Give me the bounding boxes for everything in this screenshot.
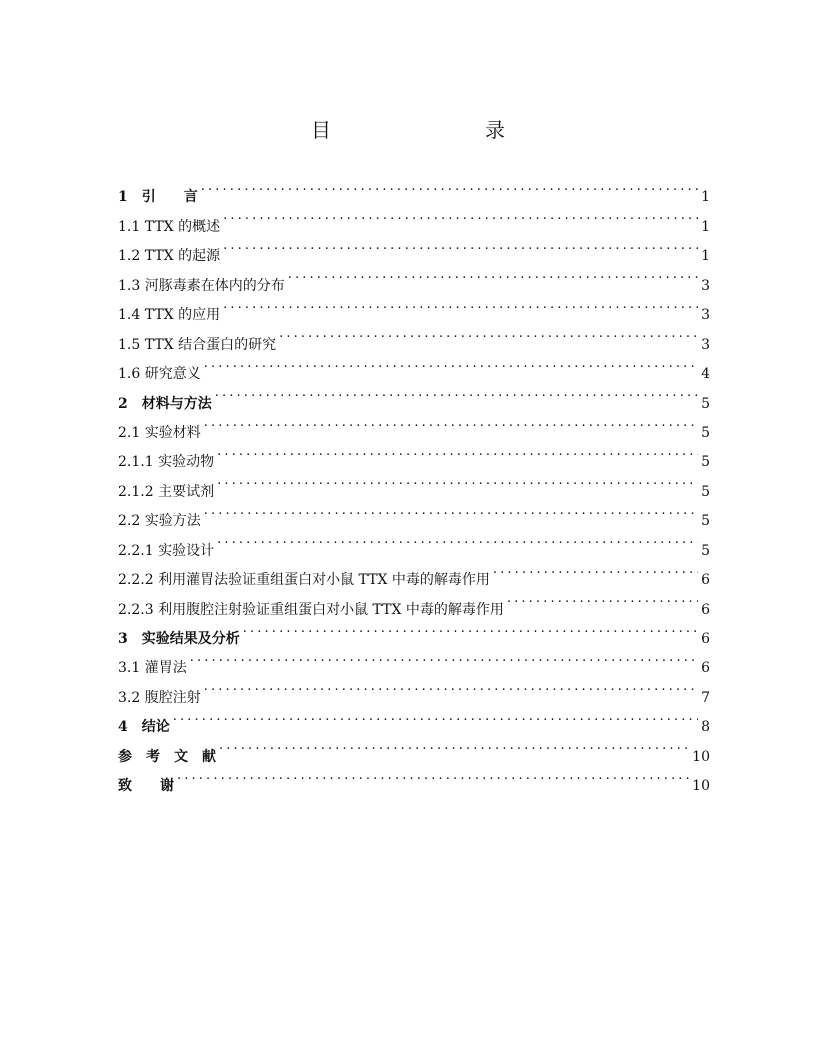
toc-page-number: 5 [701, 395, 710, 412]
toc-dot-leader [190, 643, 698, 672]
toc-page-number: 6 [701, 572, 710, 589]
toc-page-number: 8 [701, 719, 710, 736]
toc-page-number: 5 [701, 513, 710, 530]
toc-dot-leader [173, 702, 698, 731]
toc-page-number: 6 [701, 601, 710, 618]
toc-dot-leader [215, 378, 698, 407]
toc-dot-leader [223, 231, 698, 260]
toc-page-number: 5 [701, 454, 710, 471]
toc-entry-label: 3.2 腹腔注射 [118, 689, 201, 706]
toc-entry[interactable] [118, 378, 710, 412]
toc-entry[interactable] [118, 201, 710, 235]
toc-entry-label: 3.1 灌胃法 [118, 660, 187, 677]
toc-dot-leader [493, 555, 698, 584]
toc-page-number: 3 [701, 336, 710, 353]
toc-entry[interactable] [118, 349, 710, 383]
toc-dot-leader [223, 290, 698, 319]
toc-entry-label: 4 结论 [118, 719, 170, 736]
toc-dot-leader [204, 408, 698, 437]
toc-dot-leader [204, 349, 698, 378]
toc-entry-label: 1.5 TTX 结合蛋白的研究 [118, 336, 277, 353]
toc-entry-label: 参 考 文 献 [118, 748, 216, 765]
toc-entry-label: 3 实验结果及分析 [118, 631, 240, 647]
toc-entry[interactable] [118, 731, 710, 765]
toc-dot-leader [217, 437, 698, 466]
toc-entry-label: 1.1 TTX 的概述 [118, 218, 221, 235]
toc-entry[interactable] [118, 761, 710, 795]
toc-page-number: 3 [701, 307, 710, 324]
toc-entry-label: 1.6 研究意义 [118, 366, 201, 383]
page-title: 目 录 [311, 118, 543, 142]
toc-entry-label: 2.2.3 利用腹腔注射验证重组蛋白对小鼠 TTX 中毒的解毒作用 [118, 601, 504, 618]
toc-dot-leader [217, 525, 698, 554]
toc-dot-leader [204, 672, 698, 701]
toc-page-number: 3 [701, 277, 710, 294]
toc-entry[interactable] [118, 672, 710, 706]
toc-page-number: 10 [692, 748, 710, 765]
toc-page-number: 10 [692, 778, 710, 795]
toc-page-number: 7 [701, 689, 710, 706]
toc-entry-label: 2.2.1 实验设计 [118, 542, 215, 559]
toc-dot-leader [223, 201, 698, 230]
toc-page-number: 6 [701, 631, 710, 647]
toc-entry-label: 2 材料与方法 [118, 395, 212, 412]
toc-entry-label: 2.2 实验方法 [118, 513, 201, 530]
toc-page-number: 4 [701, 366, 710, 383]
toc-dot-leader [279, 319, 698, 348]
toc-page-number: 1 [701, 248, 710, 265]
toc-dot-leader [217, 466, 698, 495]
toc-entry-label: 2.1.1 实验动物 [118, 454, 215, 471]
toc-dot-leader [288, 260, 698, 289]
toc-entry[interactable] [118, 702, 710, 736]
toc-page-number: 1 [701, 189, 710, 206]
toc-page-number: 5 [701, 483, 710, 500]
toc-entry[interactable] [118, 496, 710, 530]
toc-dot-leader [219, 731, 689, 760]
toc-entry[interactable] [118, 172, 710, 206]
toc-dot-leader [204, 496, 698, 525]
toc-page-number: 5 [701, 424, 710, 441]
toc-entry-label: 1.4 TTX 的应用 [118, 307, 221, 324]
toc-entry-label: 2.1.2 主要试剂 [118, 483, 215, 500]
toc-entry-label: 1.3 河豚毒素在体内的分布 [118, 277, 285, 294]
toc-entry-label: 1 引 言 [118, 189, 198, 206]
toc-page-number: 1 [701, 218, 710, 235]
toc-entry[interactable] [118, 525, 710, 559]
toc-dot-leader [243, 614, 698, 643]
toc-dot-leader [177, 761, 689, 790]
toc-page-number: 5 [701, 542, 710, 559]
table-of-contents [118, 172, 710, 795]
toc-page-number: 6 [701, 660, 710, 677]
toc-entry[interactable] [118, 408, 710, 441]
toc-dot-leader [201, 172, 698, 201]
toc-entry-label: 2.1 实验材料 [118, 424, 201, 441]
toc-entry[interactable] [118, 437, 710, 471]
toc-entry-label: 致 谢 [118, 778, 174, 795]
toc-entry-label: 1.2 TTX 的起源 [118, 248, 221, 265]
toc-entry[interactable] [118, 643, 710, 677]
toc-entry-label: 2.2.2 利用灌胃法验证重组蛋白对小鼠 TTX 中毒的解毒作用 [118, 572, 490, 589]
toc-dot-leader [507, 584, 698, 613]
